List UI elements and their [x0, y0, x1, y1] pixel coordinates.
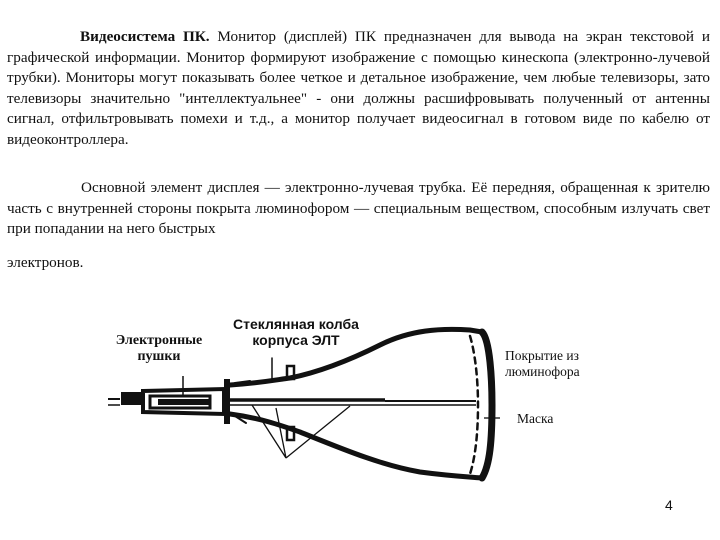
label-phosphor-coating: Покрытие из люминофора	[505, 348, 580, 379]
paragraph-last-line: электронов.	[7, 253, 84, 271]
electron-beam	[230, 400, 476, 405]
paragraph-video-system	[7, 27, 710, 151]
paragraph-text: Основной элемент дисплея — электронно-лучевая трубка. Её передняя, обращенная к зрителю часть с внутренней стороны покрыта люминофором — специальным веществом, способным излучать свет при попадании на него быстрых	[7, 179, 710, 238]
page-number: 4	[665, 497, 673, 513]
paragraph-bold-lead: Видеосистема ПК.	[80, 28, 210, 45]
label-glass-bulb: Стеклянная колба корпуса ЭЛТ	[233, 316, 359, 348]
label-electron-guns: Электронные пушки	[115, 333, 203, 364]
paragraph-text: Монитор (дисплей) ПК предназначен для вывода на экран текстовой и графической информации. Монитор формируют изображение с помощью кинескопа (электронно-лучевой трубки). Мониторы могут показывать более четкое и детальное изображение, чем любые телевизоры, зато телевизоры значительно "интеллектуальнее" - они должны расшифровывать полученный от антенны сигнал, отфильтровывать помехи и т.д., а монитор получает видеосигнал в готовом виде по кабелю от видеоконтроллера.	[7, 28, 710, 148]
label-mask: Маска	[517, 411, 554, 426]
paragraph-crt	[7, 178, 710, 273]
electron-gun-assembly	[108, 376, 230, 424]
glass-bulb-outline	[230, 329, 492, 478]
